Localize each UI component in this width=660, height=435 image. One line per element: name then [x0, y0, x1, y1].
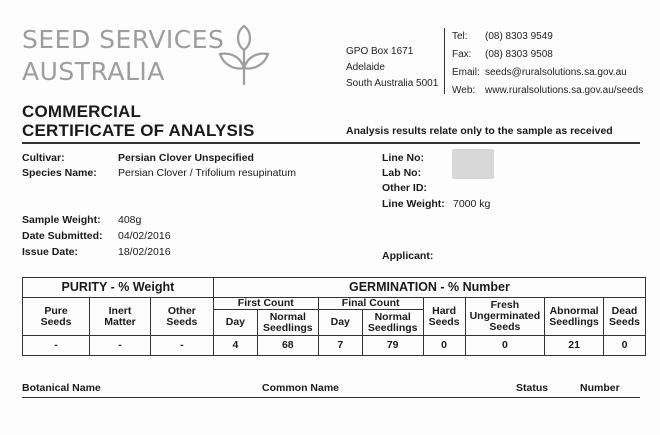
- dead-seeds-header: [603, 298, 645, 336]
- other-seeds-header: [150, 298, 213, 336]
- footer-rule: [22, 397, 640, 398]
- contact-values: [485, 28, 650, 100]
- header-text: Fresh: [490, 299, 520, 311]
- applicant-label: Applicant:: [382, 250, 434, 262]
- first-count-normal-value: 68: [257, 336, 318, 356]
- first-count-day-value: 4: [213, 336, 257, 356]
- pure-seeds-value: -: [23, 336, 90, 356]
- final-count-normal-value: 79: [362, 336, 423, 356]
- species-label: Species Name:: [22, 167, 97, 179]
- inert-matter-value: -: [90, 336, 151, 356]
- number-header: Number: [580, 382, 620, 394]
- document-title-line2: CERTIFICATE OF ANALYSIS: [22, 121, 255, 140]
- header-text: Inert: [108, 304, 132, 317]
- abnormal-seedlings-value: 21: [545, 336, 604, 356]
- sample-weight-value: 408g: [118, 214, 142, 226]
- header-text: Seedlings: [549, 315, 599, 328]
- inert-matter-header: [90, 298, 151, 336]
- web-label: Web:: [452, 85, 476, 96]
- header-text: Normal: [269, 310, 306, 323]
- header-text: Pure: [44, 304, 68, 317]
- header-text: Matter: [104, 315, 136, 328]
- common-name-header: Common Name: [262, 382, 340, 394]
- date-submitted-label: Date Submitted:: [22, 230, 103, 242]
- lab-no-label: Lab No:: [382, 167, 422, 179]
- header-divider: [444, 28, 445, 94]
- dead-seeds-value: 0: [603, 336, 645, 356]
- cultivar-value: Persian Clover Unspecified: [118, 152, 254, 164]
- final-count-day-header: Day: [318, 310, 362, 336]
- first-count-day-header: Day: [213, 310, 257, 336]
- table-row: [23, 336, 646, 356]
- sample-weight-label: Sample Weight:: [22, 214, 101, 226]
- plant-sprout-icon: [214, 24, 274, 86]
- header-text: Seeds: [609, 315, 640, 328]
- header-text: Other: [167, 304, 196, 317]
- header-text: Ungerminated: [469, 310, 541, 322]
- address-line: GPO Box 1671: [346, 46, 414, 57]
- email-value: seeds@ruralsolutions.sa.gov.au: [485, 67, 627, 78]
- title-rule: [22, 142, 640, 144]
- hard-seeds-value: 0: [423, 336, 465, 356]
- tel-label: Tel:: [452, 31, 468, 42]
- redacted-identifier: [452, 149, 494, 179]
- header-text: Normal: [374, 310, 411, 323]
- tel-value: (08) 8303 9549: [485, 31, 553, 42]
- final-count-header: Final Count: [318, 298, 423, 310]
- header-text: Seeds: [428, 315, 460, 328]
- fresh-ungerminated-header: [465, 298, 545, 336]
- header-text: Seeds: [489, 321, 521, 333]
- germination-header: GERMINATION - % Number: [213, 278, 645, 298]
- line-weight-label: Line Weight:: [382, 198, 445, 210]
- first-count-header: First Count: [213, 298, 318, 310]
- address-line: Adelaide: [346, 62, 385, 73]
- issue-date-value: 18/02/2016: [118, 246, 171, 258]
- web-value: www.ruralsolutions.sa.gov.au/seeds: [485, 85, 644, 96]
- line-no-label: Line No:: [382, 152, 424, 164]
- first-count-normal-header: [257, 310, 318, 336]
- other-id-label: Other ID:: [382, 182, 427, 194]
- header-text: Seedlings: [263, 321, 313, 334]
- header-text: Abnormal: [549, 304, 599, 317]
- postal-address: [346, 44, 442, 92]
- pure-seeds-header: [23, 298, 90, 336]
- brand-name-line1: SEED SERVICES: [22, 25, 225, 54]
- fax-label: Fax:: [452, 49, 472, 60]
- fresh-ungerminated-value: 0: [465, 336, 545, 356]
- document-title-line1: COMMERCIAL: [22, 102, 142, 121]
- header-text: Seeds: [40, 315, 72, 328]
- header-text: Seedlings: [367, 321, 418, 334]
- header-text: Seeds: [166, 315, 198, 328]
- email-label: Email:: [452, 67, 480, 78]
- status-header: Status: [516, 382, 549, 394]
- line-weight-value: 7000 kg: [453, 198, 491, 210]
- cultivar-label: Cultivar:: [22, 152, 65, 164]
- issue-date-label: Issue Date:: [22, 246, 79, 258]
- species-value: Persian Clover / Trifolium resupinatum: [118, 167, 296, 179]
- abnormal-seedlings-header: [545, 298, 604, 336]
- other-seeds-value: -: [150, 336, 213, 356]
- header-text: Hard: [432, 304, 457, 317]
- brand-name-line2: AUSTRALIA: [22, 57, 165, 86]
- address-line: South Australia 5001: [346, 78, 439, 89]
- final-count-normal-header: [362, 310, 423, 336]
- date-submitted-value: 04/02/2016: [118, 230, 171, 242]
- fax-value: (08) 8303 9508: [485, 49, 553, 60]
- header-text: Dead: [611, 304, 638, 317]
- purity-header: PURITY - % Weight: [23, 278, 214, 298]
- analysis-note: Analysis results relate only to the sample as received: [346, 125, 613, 137]
- results-table: [22, 277, 646, 356]
- hard-seeds-header: [423, 298, 465, 336]
- botanical-name-header: Botanical Name: [22, 382, 101, 394]
- final-count-day-value: 7: [318, 336, 362, 356]
